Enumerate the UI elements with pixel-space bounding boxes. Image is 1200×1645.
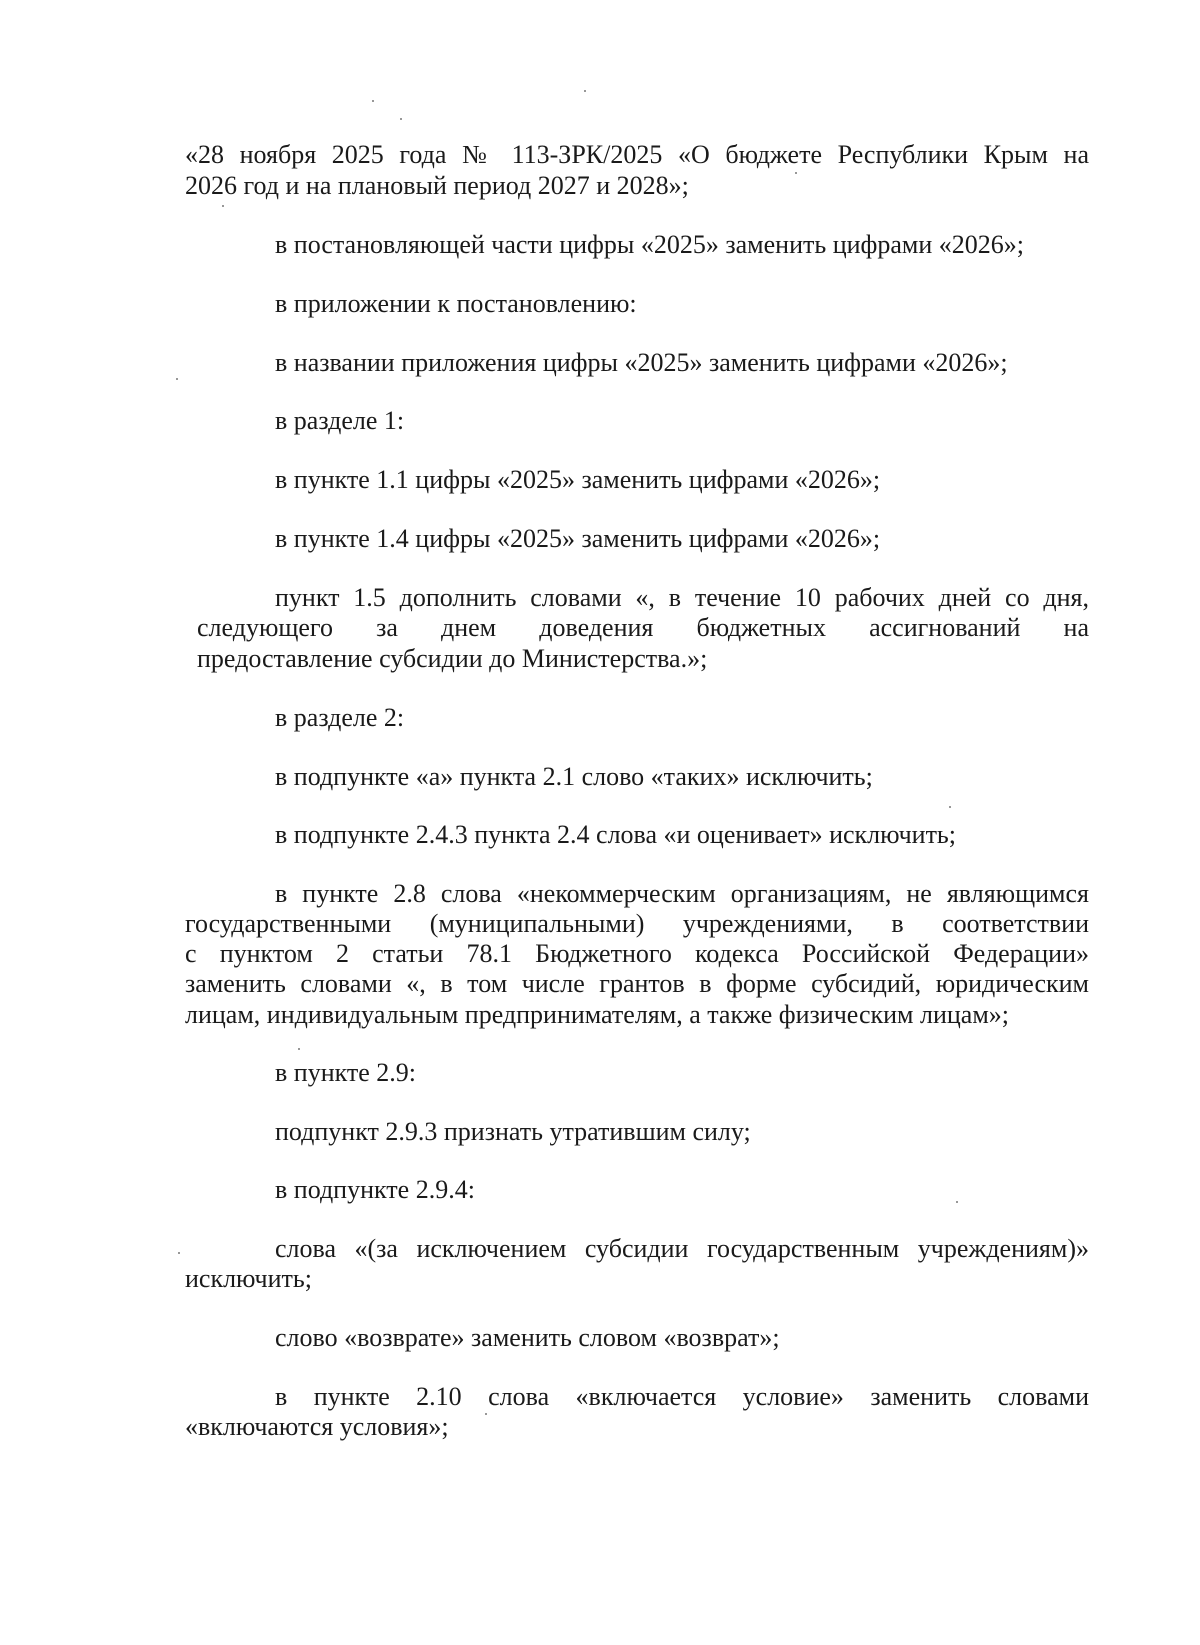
- paragraph-line: в пункте 2.8 слова «некоммерческим организациям, не являющимся: [275, 879, 1089, 908]
- paragraph-line: пункт 1.5 дополнить словами «, в течение 10 рабочих дней со дня,: [275, 583, 1089, 612]
- scan-speck: [956, 1201, 958, 1203]
- paragraph-line: в пункте 2.10 слова «включается условие» заменить словами: [275, 1382, 1089, 1411]
- paragraph-line: в разделе 1:: [275, 406, 405, 435]
- paragraph-line: лицам, индивидуальным предпринимателям, а также физическим лицам»;: [185, 1000, 1010, 1029]
- paragraph-line: в пункте 1.4 цифры «2025» заменить цифрами «2026»;: [275, 524, 881, 553]
- scan-speck: [176, 378, 178, 380]
- scan-speck: [298, 1048, 300, 1050]
- paragraph-line: «28 ноября 2025 года № 113-ЗРК/2025 «О бюджете Республики Крым на: [185, 140, 1089, 169]
- paragraph-line: в названии приложения цифры «2025» заменить цифрами «2026»;: [275, 348, 1008, 377]
- paragraph-line: заменить словами «, в том числе грантов в форме субсидий, юридическим: [185, 969, 1089, 998]
- paragraph-line: предоставление субсидии до Министерства.»;: [197, 644, 708, 673]
- scan-speck: [222, 205, 224, 207]
- paragraph-line: слово «возврате» заменить словом «возврат»;: [275, 1323, 780, 1352]
- scan-speck: [400, 118, 402, 120]
- scan-speck: [372, 100, 374, 102]
- scan-speck: [949, 806, 951, 808]
- scan-speck: [795, 172, 797, 174]
- paragraph-line: 2026 год и на плановый период 2027 и 2028»;: [185, 171, 689, 200]
- paragraph-line: с пунктом 2 статьи 78.1 Бюджетного кодекса Российской Федерации»: [185, 939, 1089, 968]
- paragraph-line: слова «(за исключением субсидии государственным учреждениям)»: [275, 1234, 1089, 1263]
- paragraph-line: в подпункте 2.4.3 пункта 2.4 слова «и оценивает» исключить;: [275, 820, 957, 849]
- scan-speck: [485, 1413, 487, 1415]
- paragraph-line: в подпункте «а» пункта 2.1 слово «таких» исключить;: [275, 762, 873, 791]
- paragraph-line: «включаются условия»;: [185, 1412, 449, 1441]
- paragraph-line: в приложении к постановлению:: [275, 289, 637, 318]
- paragraph-line: в подпункте 2.9.4:: [275, 1175, 475, 1204]
- paragraph-line: в разделе 2:: [275, 703, 405, 732]
- paragraph-line: следующего за днем доведения бюджетных ассигнований на: [197, 613, 1089, 642]
- paragraph-line: в пункте 2.9:: [275, 1058, 417, 1087]
- scan-speck: [178, 1252, 180, 1254]
- paragraph-line: исключить;: [185, 1264, 312, 1293]
- paragraph-line: государственными (муниципальными) учреждениями, в соответствии: [185, 909, 1089, 938]
- paragraph-line: в постановляющей части цифры «2025» заменить цифрами «2026»;: [275, 230, 1025, 259]
- paragraph-line: подпункт 2.9.3 признать утратившим силу;: [275, 1117, 751, 1146]
- paragraph-line: в пункте 1.1 цифры «2025» заменить цифрами «2026»;: [275, 465, 881, 494]
- scan-speck: [584, 90, 586, 92]
